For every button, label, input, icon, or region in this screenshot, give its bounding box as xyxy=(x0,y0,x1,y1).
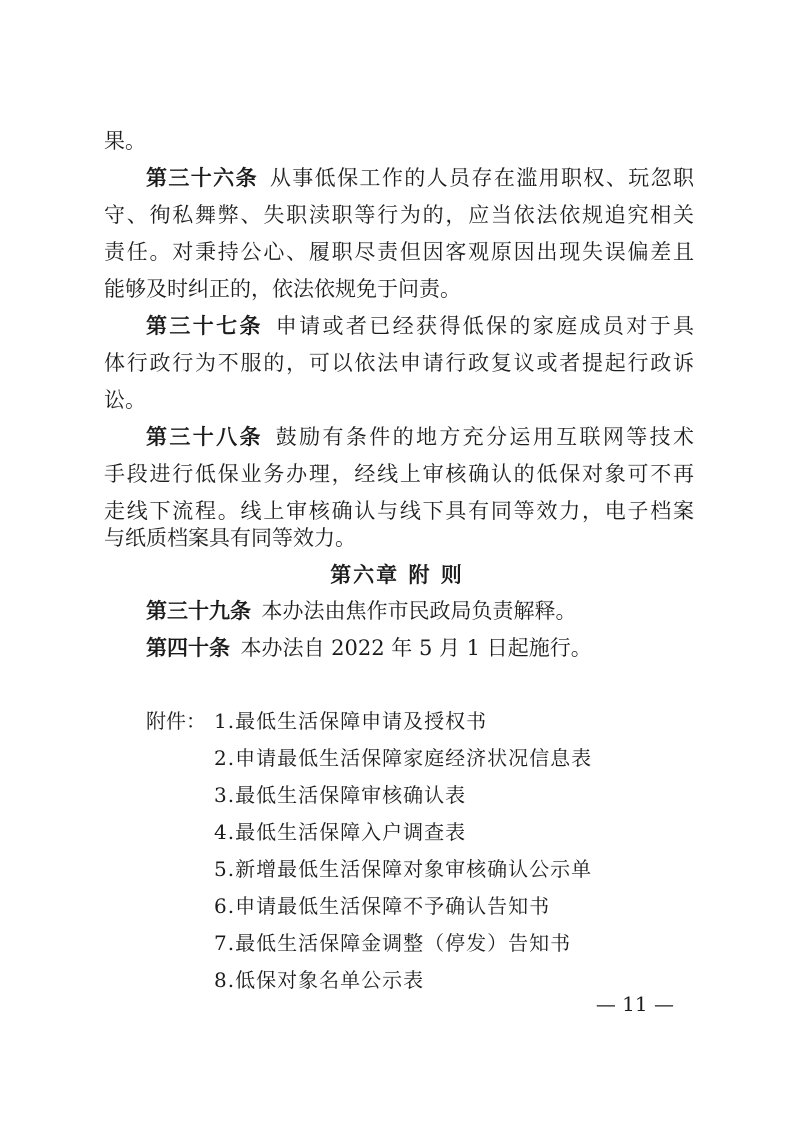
page-number: — 11 — xyxy=(595,992,674,1016)
article-40-line: 第四十条 本办法自 2022 年 5 月 1 日起施行。 xyxy=(146,635,592,660)
article-39-line: 第三十九条 本办法由焦作市民政局负责解释。 xyxy=(146,598,577,623)
text-line: 能够及时纠正的，依法依规免于问责。 xyxy=(104,277,461,301)
text-line: 守、徇私舞弊、失职渎职等行为的，应当依法依规追究相关 xyxy=(104,203,694,227)
attachments-label: 附件： xyxy=(146,709,206,733)
article-number: 第三十六条 xyxy=(146,165,258,190)
article-36-line: 第三十六条 从事低保工作的人员存在滥用职权、玩忽职 xyxy=(146,165,695,190)
attachment-item: 6.申请最低生活保障不予确认告知书 xyxy=(214,894,551,918)
attachment-item: 2.申请最低生活保障家庭经济状况信息表 xyxy=(214,746,593,770)
article-number: 第三十七条 xyxy=(146,313,263,338)
chapter-heading: 第六章 附 则 xyxy=(330,562,464,587)
attachment-item: 3.最低生活保障审核确认表 xyxy=(214,783,467,807)
attachment-item: 7.最低生活保障金调整（停发）告知书 xyxy=(214,931,572,955)
attachment-item: 8.低保对象名单公示表 xyxy=(214,968,425,992)
article-number: 第四十条 xyxy=(146,635,230,660)
text-line: 果。 xyxy=(104,129,146,153)
article-38-line: 第三十八条 鼓励有条件的地方充分运用互联网等技术 xyxy=(146,424,695,449)
text-line: 讼。 xyxy=(104,388,146,412)
attachment-item: 1.最低生活保障申请及授权书 xyxy=(214,709,488,733)
attachment-item: 5.新增最低生活保障对象审核确认公示单 xyxy=(214,857,593,881)
article-37-line: 第三十七条 申请或者已经获得低保的家庭成员对于具 xyxy=(146,313,695,338)
text-line: 与纸质档案具有同等效力。 xyxy=(104,526,356,550)
text-line: 责任。对秉持公心、履职尽责但因客观原因出现失误偏差且 xyxy=(104,240,694,264)
article-number: 第三十八条 xyxy=(146,424,263,449)
text-line: 手段进行低保业务办理，经线上审核确认的低保对象可不再 xyxy=(104,462,694,486)
text-line: 走线下流程。线上审核确认与线下具有同等效力，电子档案 xyxy=(104,499,694,523)
article-number: 第三十九条 xyxy=(146,598,251,623)
attachment-item: 4.最低生活保障入户调查表 xyxy=(214,820,467,844)
text-line: 体行政行为不服的，可以依法申请行政复议或者提起行政诉 xyxy=(104,351,694,375)
